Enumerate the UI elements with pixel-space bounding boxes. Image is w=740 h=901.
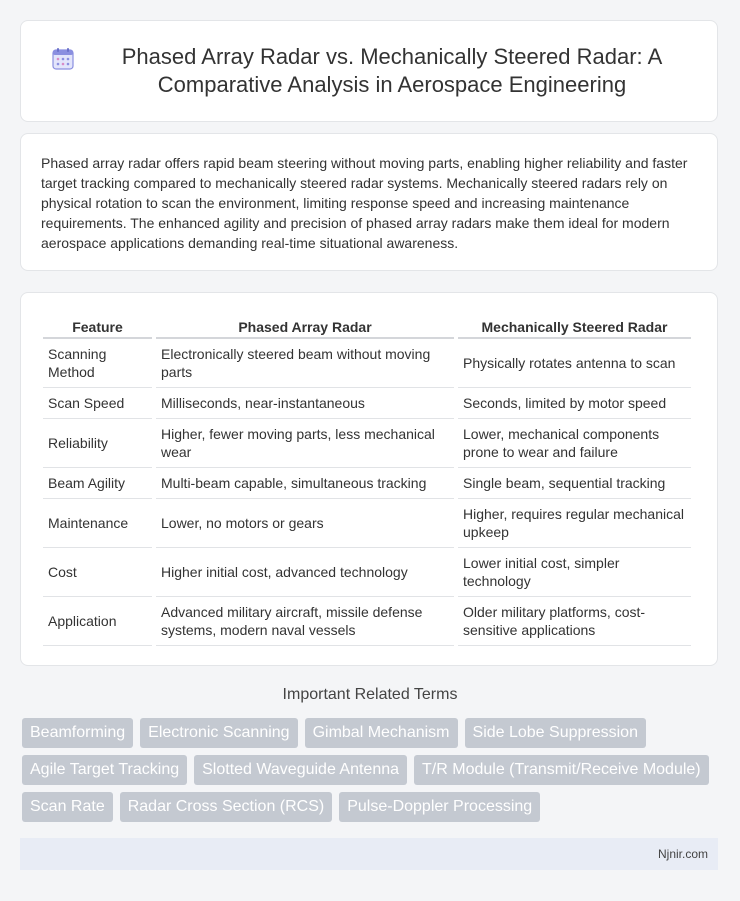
calendar-icon — [51, 47, 75, 71]
row-mechanical-value: Lower, mechanical components prone to wear and failure — [458, 419, 691, 468]
header-mechanically-steered: Mechanically Steered Radar — [458, 313, 691, 339]
row-feature: Beam Agility — [43, 468, 152, 499]
table-row — [43, 548, 691, 597]
table-header-row — [43, 313, 691, 339]
row-mechanical-value: Higher, requires regular mechanical upkeep — [458, 499, 691, 548]
intro-card — [20, 133, 718, 271]
related-term-tag[interactable]: Scan Rate — [22, 792, 113, 822]
row-mechanical-value: Single beam, sequential tracking — [458, 468, 691, 499]
title-wrap — [21, 43, 717, 99]
intro-paragraph: Phased array radar offers rapid beam steering without moving parts, enabling higher reliability and faster target tracking compared to mechanically steered radar systems. Mechanically steered radars rely on physical rotation to scan the environment, limiting response speed and increasing maintenance requirements. The enhanced agility and precision of phased array radars make them ideal for modern aerospace applications demanding real-time situational awareness. — [41, 155, 688, 251]
related-terms-heading: Important Related Terms — [282, 686, 458, 703]
table-row — [43, 499, 691, 548]
related-term-tag[interactable]: Gimbal Mechanism — [305, 718, 458, 748]
comparison-card — [20, 292, 718, 666]
row-phased-value: Lower, no motors or gears — [156, 499, 454, 548]
related-term-tag[interactable]: Electronic Scanning — [140, 718, 297, 748]
row-feature: Scan Speed — [43, 388, 152, 419]
header-feature: Feature — [43, 313, 152, 339]
related-term-tag[interactable]: Beamforming — [22, 718, 133, 748]
row-mechanical-value: Lower initial cost, simpler technology — [458, 548, 691, 597]
table-row — [43, 339, 691, 388]
row-feature: Maintenance — [43, 499, 152, 548]
row-feature: Reliability — [43, 419, 152, 468]
related-term-tag[interactable]: Side Lobe Suppression — [465, 718, 646, 748]
row-feature: Scanning Method — [43, 339, 152, 388]
row-mechanical-value: Seconds, limited by motor speed — [458, 388, 691, 419]
header-phased-array: Phased Array Radar — [156, 313, 454, 339]
page-title: Phased Array Radar vs. Mechanically Steered Radar: A Comparative Analysis in Aerospace Engineering — [121, 44, 663, 97]
row-phased-value: Advanced military aircraft, missile defense systems, modern naval vessels — [156, 597, 454, 646]
related-term-tag[interactable]: Agile Target Tracking — [22, 755, 187, 785]
row-phased-value: Multi-beam capable, simultaneous tracking — [156, 468, 454, 499]
footer-site[interactable]: Njnir.com — [657, 847, 708, 861]
table-row — [43, 468, 691, 499]
title-card — [20, 20, 718, 122]
related-term-tag[interactable]: Pulse-Doppler Processing — [339, 792, 540, 822]
table-row — [43, 388, 691, 419]
row-mechanical-value: Older military platforms, cost-sensitive applications — [458, 597, 691, 646]
related-term-tag[interactable]: T/R Module (Transmit/Receive Module) — [414, 755, 709, 785]
row-phased-value: Higher, fewer moving parts, less mechanical wear — [156, 419, 454, 468]
row-feature: Cost — [43, 548, 152, 597]
row-feature: Application — [43, 597, 152, 646]
related-terms-list — [22, 718, 722, 822]
row-mechanical-value: Physically rotates antenna to scan — [458, 339, 691, 388]
related-term-tag[interactable]: Slotted Waveguide Antenna — [194, 755, 407, 785]
table-row — [43, 597, 691, 646]
row-phased-value: Higher initial cost, advanced technology — [156, 548, 454, 597]
comparison-table — [39, 313, 695, 646]
related-term-tag[interactable]: Radar Cross Section (RCS) — [120, 792, 333, 822]
row-phased-value: Electronically steered beam without moving parts — [156, 339, 454, 388]
row-phased-value: Milliseconds, near-instantaneous — [156, 388, 454, 419]
table-row — [43, 419, 691, 468]
footer — [20, 838, 718, 870]
